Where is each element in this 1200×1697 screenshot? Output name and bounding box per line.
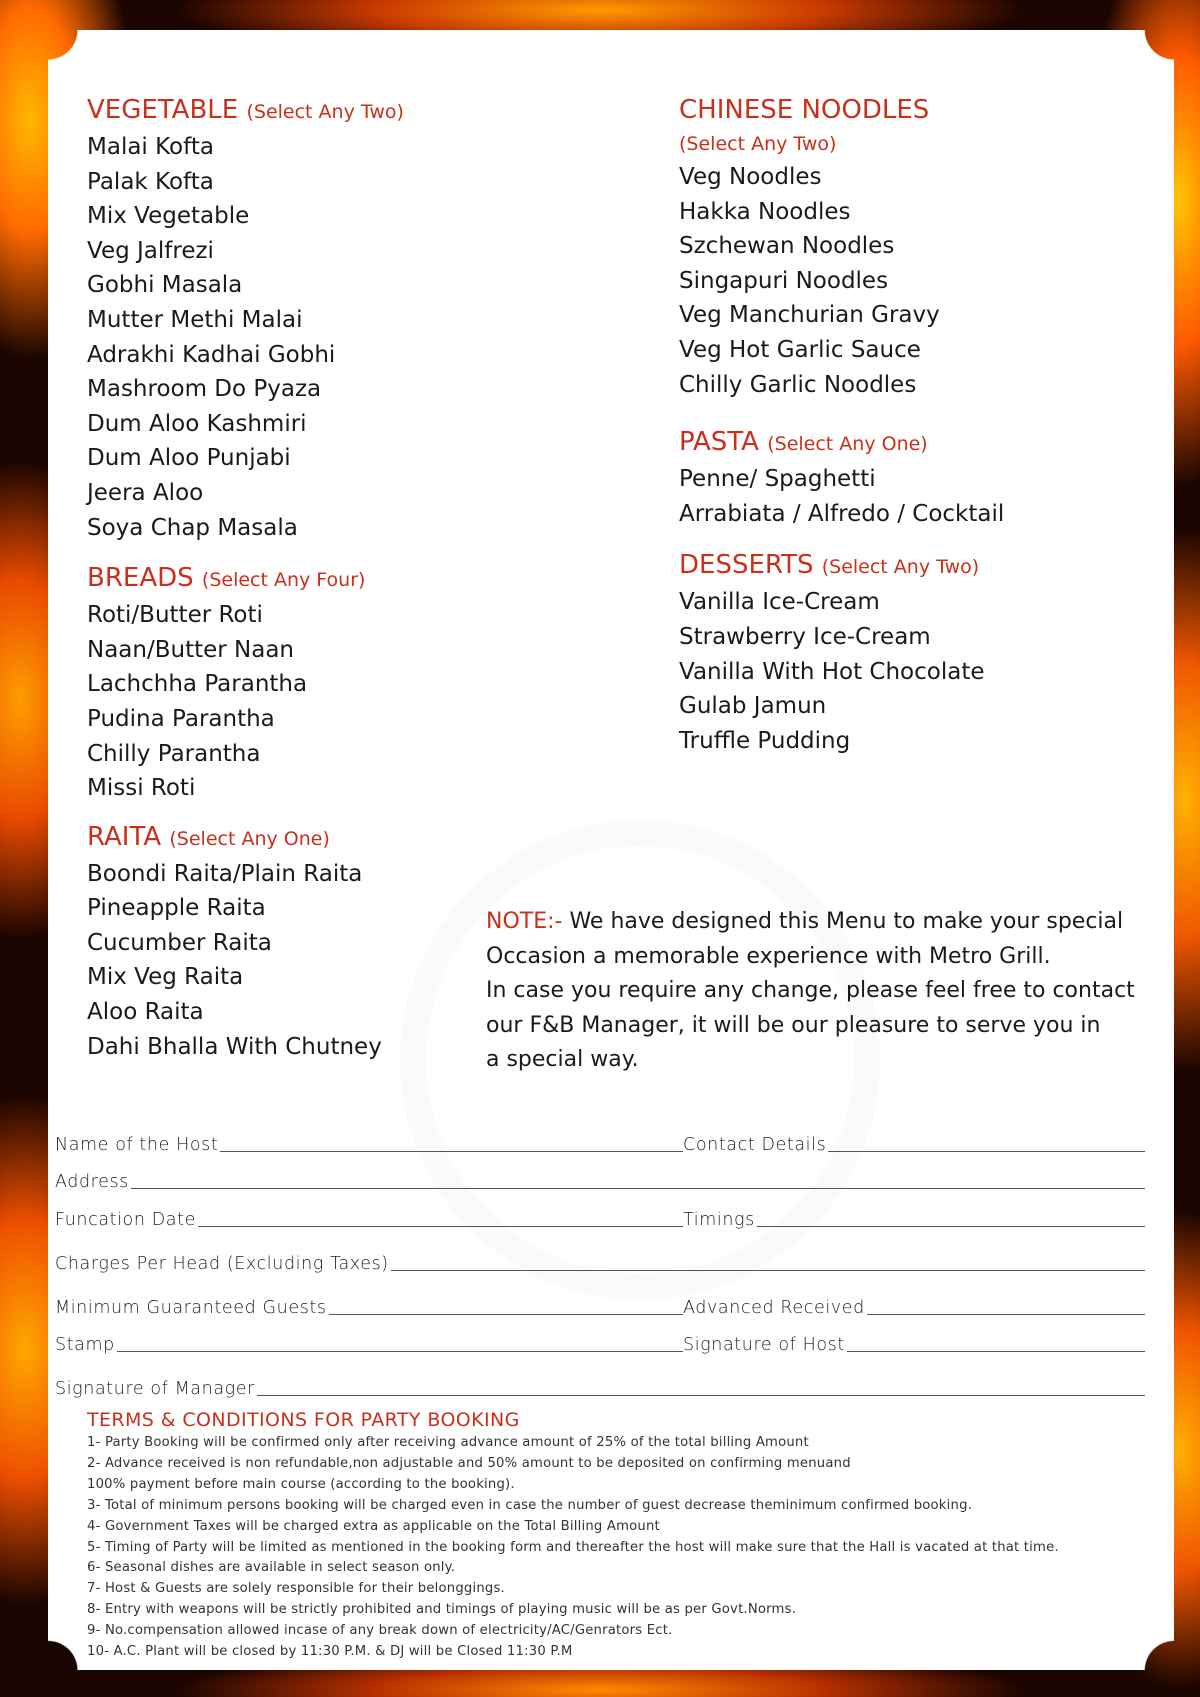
form-row-manager: [55, 1369, 1145, 1399]
note-line: Occasion a memorable experience with Metro Grill.: [486, 943, 1051, 969]
stamp-label: Stamp: [55, 1335, 115, 1355]
note-block: [486, 905, 1146, 1078]
manager-signature-label: Signature of Manager: [55, 1379, 255, 1399]
menu-item: Pudina Parantha: [87, 705, 275, 732]
menu-item: Adrakhi Kadhai Gobhi: [87, 341, 336, 368]
menu-item: Veg Hot Garlic Sauce: [679, 336, 921, 363]
menu-item: Truffle Pudding: [679, 727, 851, 754]
terms-item: 3- Total of minimum persons booking will be charged even in case the number of guest decrease theminimum confirmed booking.: [87, 1497, 973, 1513]
charges-label: Charges Per Head (Excluding Taxes): [55, 1254, 389, 1274]
section-pasta: [679, 424, 1004, 531]
right-column: [679, 92, 1004, 758]
menu-item: Boondi Raita/Plain Raita: [87, 860, 363, 887]
menu-item: Mix Veg Raita: [87, 964, 244, 991]
note-text: We have designed this Menu to make your special: [562, 909, 1124, 934]
stamp-field[interactable]: [55, 1351, 683, 1352]
select-note: (Select Any Four): [201, 569, 366, 592]
section-title: DESSERTS: [679, 550, 814, 581]
menu-item: Mashroom Do Pyaza: [87, 376, 322, 403]
section-title: RAITA: [87, 821, 162, 852]
section-title: BREADS: [87, 563, 194, 594]
host-signature-label: Signature of Host: [683, 1335, 845, 1355]
left-column: [87, 92, 404, 1064]
terms-item: 2- Advance received is non refundable,non adjustable and 50% amount to be deposited on confirming menuand: [87, 1455, 851, 1471]
menu-item: Jeera Aloo: [87, 479, 204, 506]
menu-item: Pineapple Raita: [87, 895, 266, 922]
section-title: VEGETABLE: [87, 95, 239, 125]
menu-item: Aloo Raita: [87, 999, 204, 1026]
host-name-label: Name of the Host: [55, 1135, 219, 1155]
select-note: (Select Any One): [169, 827, 330, 850]
section-heading: [679, 547, 1004, 585]
terms-item: 5- Timing of Party will be limited as mentioned in the booking form and thereafter the host will make sure that the Hall is vacated at that time.: [87, 1539, 1059, 1555]
section-heading: [679, 424, 1004, 462]
form-row-date: [55, 1200, 1145, 1230]
terms-item: 1- Party Booking will be confirmed only after receiving advance amount of 25% of the total billing Amount: [87, 1435, 809, 1450]
section-title: PASTA: [679, 427, 759, 458]
timings-label: Timings: [683, 1210, 755, 1230]
terms-item: 10- A.C. Plant will be closed by 11:30 P.M. & DJ will be Closed 11:30 P.M: [87, 1644, 573, 1660]
menu-item: Naan/Butter Naan: [87, 636, 294, 663]
menu-item: Gobhi Masala: [87, 272, 243, 299]
terms-item: 7- Host & Guests are solely responsible for their belonggings.: [87, 1581, 505, 1597]
section-heading: [87, 92, 404, 130]
menu-item: Vanilla Ice-Cream: [679, 589, 880, 616]
form-row-charges: [55, 1244, 1145, 1274]
form-row-stamp: [55, 1325, 1145, 1355]
terms-item: 100% payment before main course (according to the booking).: [87, 1476, 515, 1492]
section-desserts: [679, 547, 1004, 758]
note-line: a special way.: [486, 1047, 639, 1072]
select-note: (Select Any Two): [821, 556, 980, 579]
menu-item: Dahi Bhalla With Chutney: [87, 1033, 382, 1060]
menu-item: Dum Aloo Punjabi: [87, 445, 291, 472]
section-breads: [87, 560, 404, 806]
menu-item: Vanilla With Hot Chocolate: [679, 658, 985, 685]
note-label: NOTE:-: [486, 909, 563, 934]
select-note: (Select Any Two): [679, 133, 837, 155]
terms-item: 9- No.compensation allowed incase of any break down of electricity/AC/Genrators Ect.: [87, 1623, 673, 1639]
menu-item: Lachchha Parantha: [87, 671, 308, 698]
menu-item: Cucumber Raita: [87, 929, 272, 956]
note-line: In case you require any change, please feel free to contact: [486, 978, 1135, 1003]
contact-details-label: Contact Details: [683, 1135, 827, 1155]
menu-item: Veg Noodles: [679, 164, 822, 190]
menu-item: Mutter Methi Malai: [87, 306, 303, 333]
section-heading: [87, 560, 404, 598]
menu-item: Chilly Garlic Noodles: [679, 371, 917, 398]
menu-item: Arrabiata / Alfredo / Cocktail: [679, 500, 1005, 527]
menu-item: Singapuri Noodles: [679, 267, 889, 294]
menu-item: Penne/ Spaghetti: [679, 466, 876, 493]
menu-item: Hakka Noodles: [679, 198, 851, 225]
menu-item: Soya Chap Masala: [87, 514, 298, 541]
note-line: [486, 905, 1146, 940]
address-label: Address: [55, 1172, 129, 1192]
terms-item: 4- Government Taxes will be charged extra as applicable on the Total Billing Amount: [87, 1518, 660, 1534]
menu-item: Gulab Jamun: [679, 693, 827, 720]
section-raita: [87, 819, 404, 1065]
terms-item: 6- Seasonal dishes are available in select season only.: [87, 1560, 456, 1576]
note-line: our F&B Manager, it will be our pleasure to serve you in: [486, 1012, 1101, 1038]
menu-item: Strawberry Ice-Cream: [679, 623, 931, 650]
min-guests-label: Minimum Guaranteed Guests: [55, 1298, 327, 1318]
function-date-label: Funcation Date: [55, 1210, 196, 1230]
form-row-address: [55, 1162, 1145, 1192]
menu-item: Mix Vegetable: [87, 203, 250, 230]
section-heading: [87, 819, 404, 857]
terms-section: [87, 1407, 1147, 1663]
menu-item: Malai Kofta: [87, 134, 214, 160]
menu-item: Palak Kofta: [87, 168, 214, 195]
select-note: (Select Any Two): [246, 101, 404, 123]
section-chinese-noodles: [679, 92, 1004, 402]
terms-title: TERMS & CONDITIONS FOR PARTY BOOKING: [87, 1409, 520, 1431]
terms-item: 8- Entry with weapons will be strictly prohibited and timings of playing music will be as per Govt.Norms.: [87, 1602, 797, 1618]
menu-item: Veg Manchurian Gravy: [679, 302, 940, 329]
menu-item: Roti/Butter Roti: [87, 602, 263, 629]
form-row-host: [55, 1125, 1145, 1155]
menu-item: Veg Jalfrezi: [87, 237, 214, 264]
address-field[interactable]: [55, 1188, 1145, 1189]
section-title: CHINESE NOODLES: [679, 95, 930, 125]
form-row-guests: [55, 1288, 1145, 1318]
menu-item: Dum Aloo Kashmiri: [87, 410, 307, 437]
menu-item: Chilly Parantha: [87, 740, 261, 767]
section-vegetable: [87, 92, 404, 545]
advance-received-label: Advanced Received: [683, 1298, 865, 1318]
select-note: (Select Any One): [767, 433, 928, 456]
menu-item: Szchewan Noodles: [679, 233, 895, 260]
menu-item: Missi Roti: [87, 775, 196, 802]
